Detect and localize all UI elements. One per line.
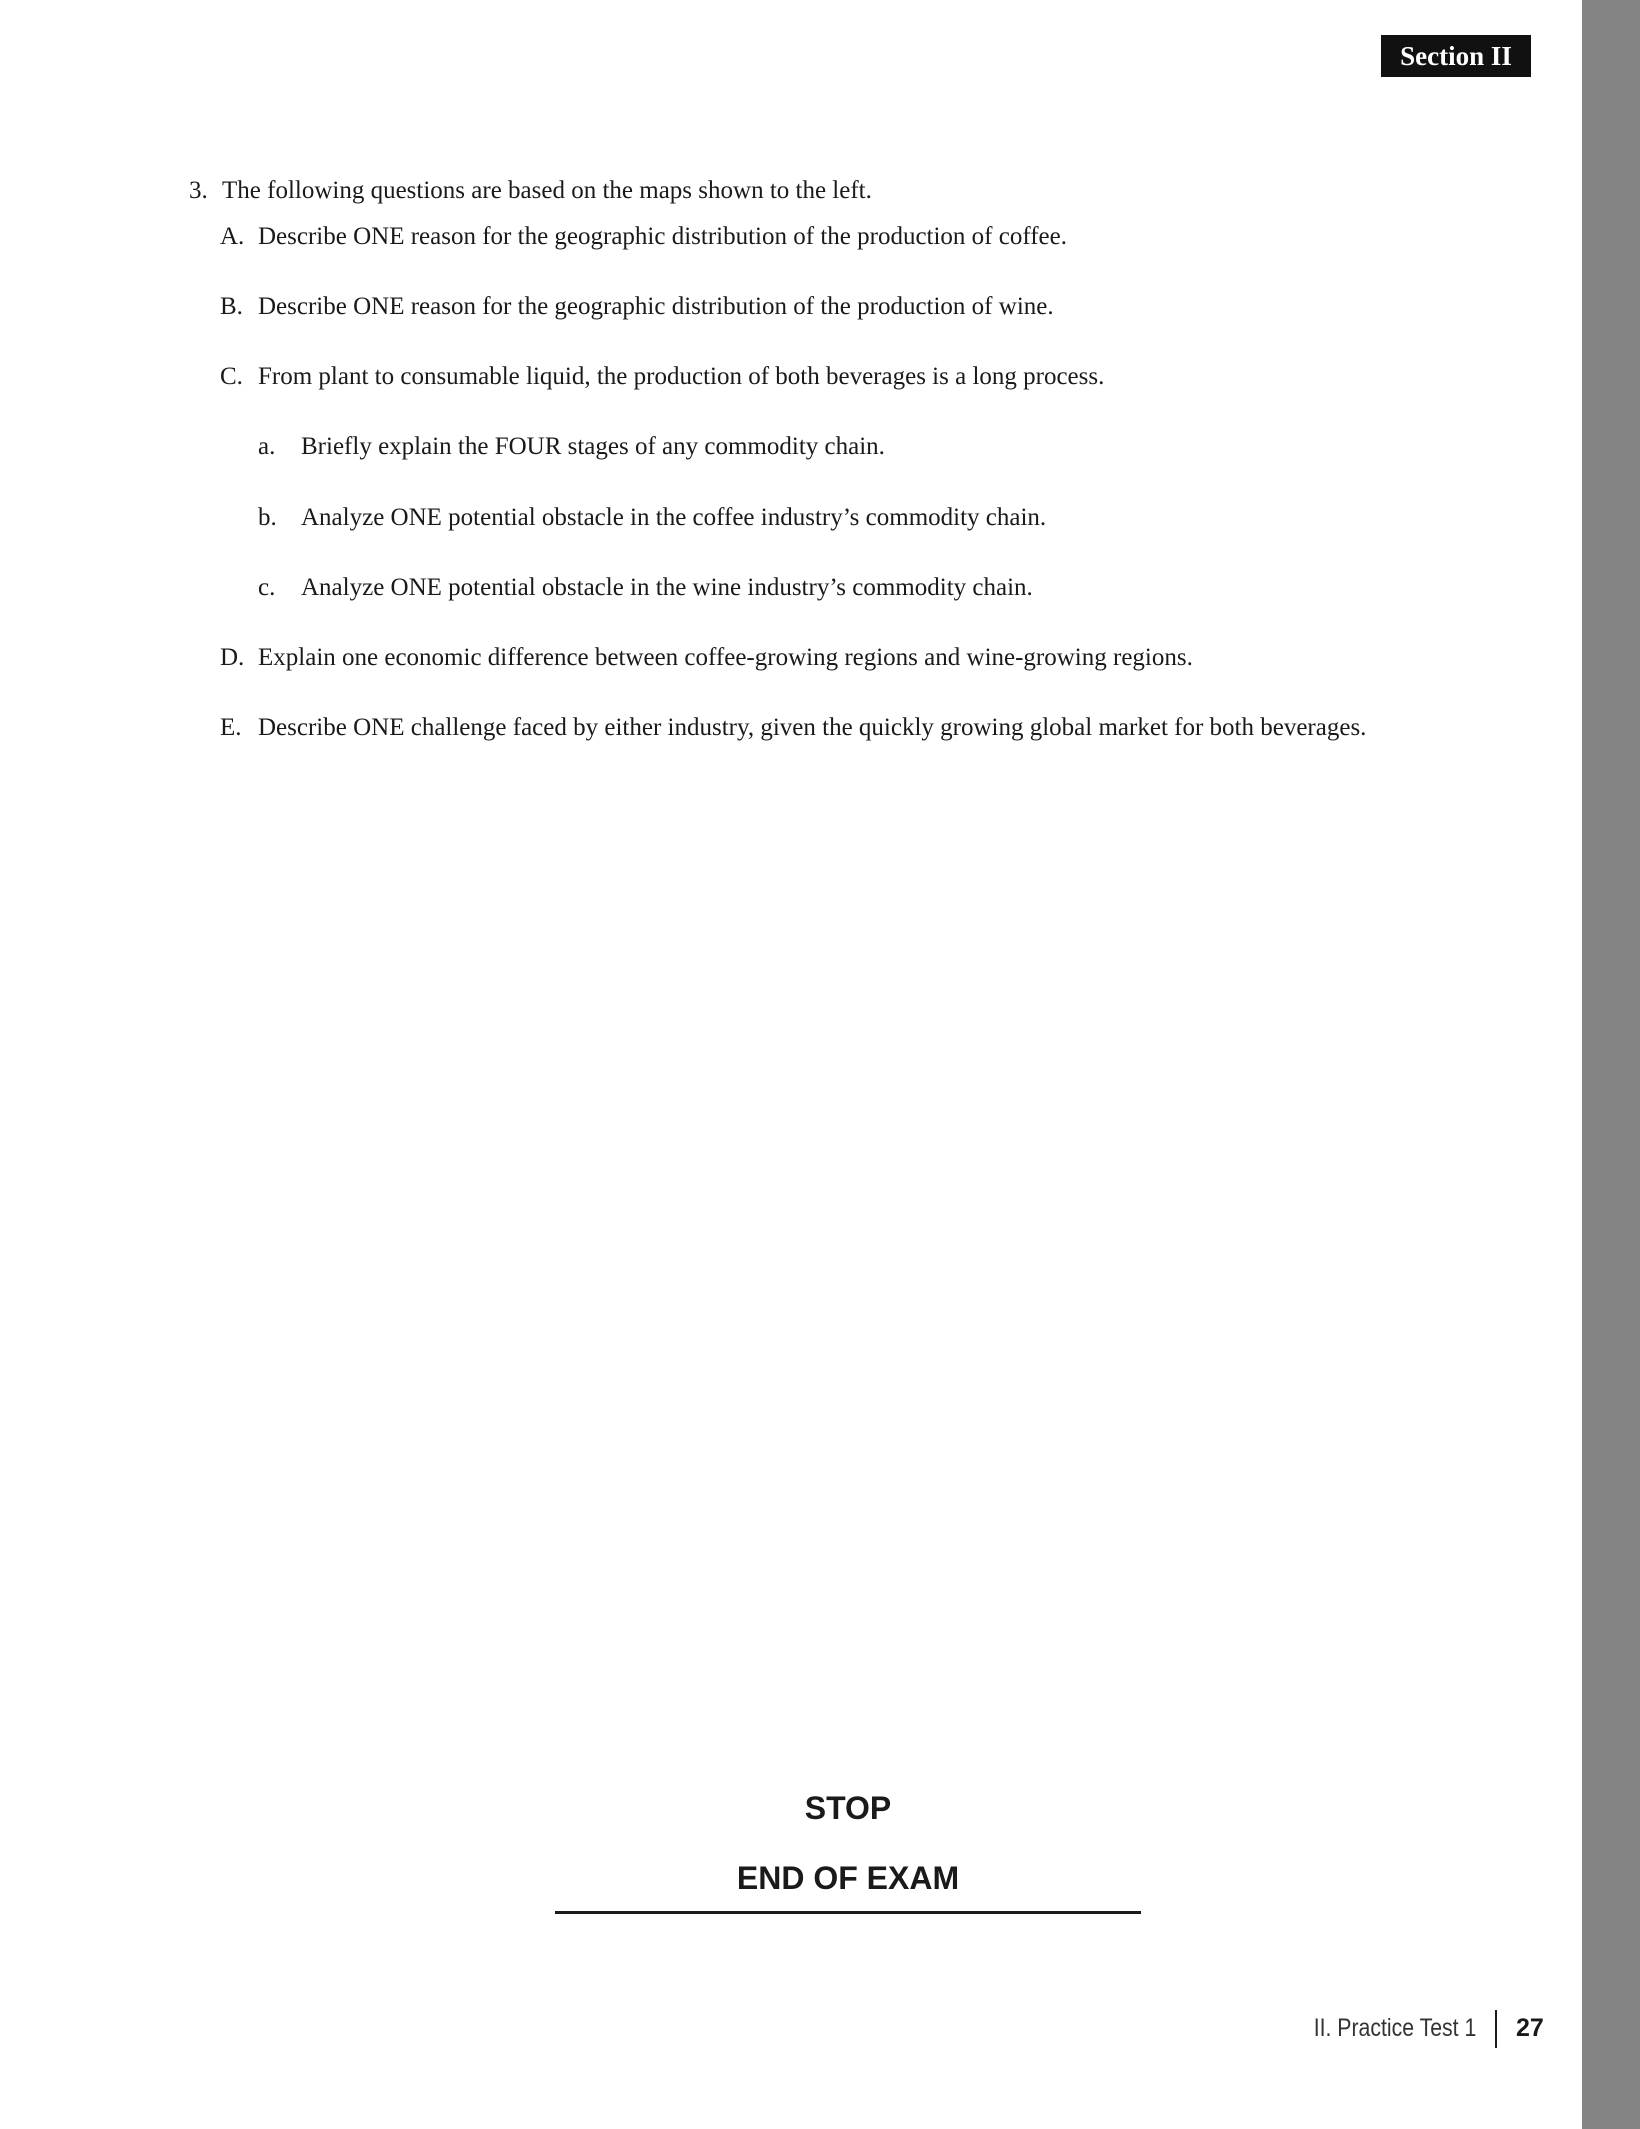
part-d-letter: D. [220, 644, 245, 671]
stop-heading: STOP [804, 1790, 892, 1826]
subpart-c-letter: c. [258, 574, 276, 601]
part-c-letter: C. [220, 363, 243, 390]
page-number: 27 [1516, 2014, 1544, 2042]
end-rule [555, 1911, 1141, 1914]
section-tab: Section II [1381, 35, 1531, 77]
subpart-a-text: Briefly explain the FOUR stages of any commodity chain. [301, 433, 885, 460]
part-a-text: Describe ONE reason for the geographic distribution of the production of coffee. [258, 223, 1067, 250]
subpart-a-letter: a. [258, 433, 276, 460]
part-c-text: From plant to consumable liquid, the production of both beverages is a long process. [258, 363, 1105, 390]
part-b-text: Describe ONE reason for the geographic distribution of the production of wine. [258, 293, 1054, 320]
part-e-letter: E. [220, 714, 242, 741]
subpart-b-text: Analyze ONE potential obstacle in the coffee industry’s commodity chain. [301, 504, 1047, 531]
question-prompt: The following questions are based on the maps shown to the left. [222, 177, 872, 204]
page-edge-bar [1582, 0, 1640, 2129]
part-d-text: Explain one economic difference between coffee-growing regions and wine-growing regions. [258, 644, 1193, 671]
footer-section-label: II. Practice Test 1 [1313, 2014, 1476, 2042]
subpart-b-letter: b. [258, 504, 277, 531]
subpart-c-text: Analyze ONE potential obstacle in the wine industry’s commodity chain. [301, 574, 1033, 601]
part-b-letter: B. [220, 293, 243, 320]
question-number: 3. [189, 177, 208, 204]
part-a-letter: A. [220, 223, 245, 250]
end-of-exam-heading: END OF EXAM [736, 1860, 960, 1896]
footer-divider [1495, 2010, 1497, 2048]
part-e-text: Describe ONE challenge faced by either industry, given the quickly growing global market for both beverages. [258, 714, 1367, 741]
